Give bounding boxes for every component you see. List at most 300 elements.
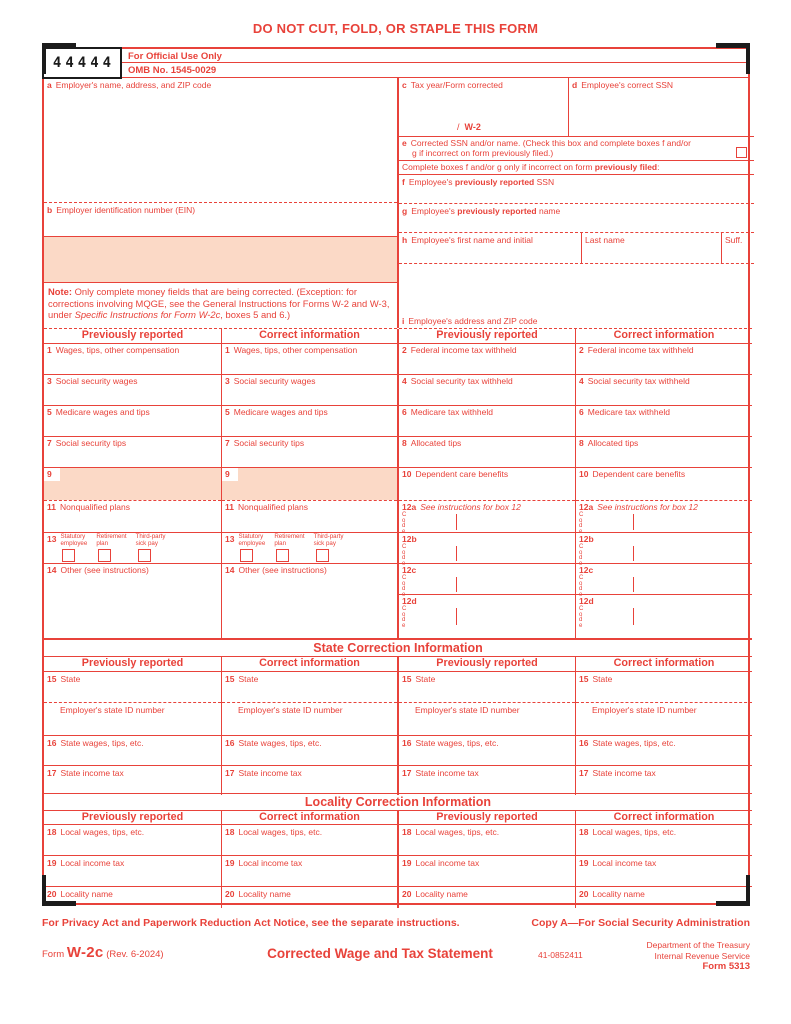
box-c-letter: c xyxy=(402,80,407,90)
box-number: 12b xyxy=(579,534,594,544)
box-number: 3 xyxy=(47,376,52,386)
field-state-id-number[interactable] xyxy=(222,702,397,735)
box-label: State xyxy=(415,674,436,684)
field-box12d-prev[interactable] xyxy=(399,594,575,639)
code-label: Code xyxy=(402,544,407,567)
last-name-label: Last name xyxy=(585,235,625,245)
column-header-correct-information: Correct information xyxy=(222,811,397,825)
field-box5-medicare-wages-correct[interactable] xyxy=(222,405,397,436)
box-label: Allocated tips xyxy=(587,438,639,448)
field-box4-ss-tax-correct[interactable] xyxy=(576,374,752,405)
field-state-id-number[interactable] xyxy=(44,702,221,735)
box-g-letter: g xyxy=(402,206,408,216)
box-label: Local wages, tips, etc. xyxy=(415,827,500,837)
last-name-field[interactable] xyxy=(581,233,721,263)
box-label: State income tax xyxy=(60,768,124,778)
field-box2-fed-tax-prev[interactable] xyxy=(399,343,575,374)
field-box1-wages-prev[interactable] xyxy=(44,343,221,374)
box-i-label: Employee's address and ZIP code xyxy=(408,316,538,326)
box-number: 17 xyxy=(579,768,589,778)
option-label: Statutory xyxy=(238,533,264,540)
field-box6-medicare-tax-prev[interactable] xyxy=(399,405,575,436)
locality-col-prev-2 xyxy=(397,811,575,908)
box-number: 16 xyxy=(579,738,589,748)
box-number: 7 xyxy=(47,438,52,448)
box-label: Social security tips xyxy=(55,438,127,448)
field-state-id-number[interactable] xyxy=(576,702,752,735)
box-number: 12c xyxy=(579,565,594,575)
box-g-prev-name-field[interactable] xyxy=(399,203,754,232)
field-box6-medicare-tax-correct[interactable] xyxy=(576,405,752,436)
column-header-previously-reported: Previously reported xyxy=(44,657,221,672)
privacy-act-notice: For Privacy Act and Paperwork Reduction Act Notice, see the separate instructions. xyxy=(42,917,460,929)
note-italic: Specific Instructions for Form W-2c xyxy=(74,309,221,320)
field-box14-other-prev[interactable] xyxy=(44,563,221,639)
box-label: Locality name xyxy=(238,889,291,899)
box-label: Local income tax xyxy=(415,858,480,868)
code-divider xyxy=(633,608,634,625)
state-col-prev-2 xyxy=(397,657,575,795)
box-label: Local wages, tips, etc. xyxy=(592,827,677,837)
code-label: Code xyxy=(579,575,584,598)
money-correction-table xyxy=(44,328,752,638)
box-f-prev-ssn-field[interactable] xyxy=(399,174,754,203)
note-part1: Only complete money fields that are being corrected. (Exception: for corrections involving MQGE, see the General Instructions for Forms W-2 and W-3, under xyxy=(48,286,390,320)
third-party-sick-pay-option xyxy=(314,534,344,562)
box-f-label-post: SSN xyxy=(534,177,555,187)
field-box20-locality-name[interactable] xyxy=(399,886,575,908)
box-label: Federal income tax withheld xyxy=(410,345,517,355)
third-party-sick-pay-checkbox[interactable] xyxy=(138,549,151,562)
form-name: W-2c xyxy=(66,944,104,961)
field-box18-local-wages[interactable] xyxy=(576,825,752,855)
form-w2c-body xyxy=(42,47,750,905)
box-c-slash: / xyxy=(457,122,460,132)
box-label: State xyxy=(60,674,81,684)
field-box17-state-tax[interactable] xyxy=(222,765,397,795)
code-label: Code xyxy=(402,606,407,629)
dept-line2: Internal Revenue Service xyxy=(654,950,750,961)
code-label: Code xyxy=(402,512,407,535)
option-label: Third-party xyxy=(313,533,344,540)
box-number: 18 xyxy=(579,827,589,837)
field-box16-state-wages[interactable] xyxy=(222,735,397,765)
box-label: State wages, tips, etc. xyxy=(415,738,499,748)
form-5313: Form 5313 xyxy=(702,961,750,972)
box-d-label: Employee's correct SSN xyxy=(581,80,674,90)
box-number: 9 xyxy=(44,468,60,481)
state-section-title: State Correction Information xyxy=(44,640,752,657)
retirement-plan-option xyxy=(274,534,304,562)
box-label: Medicare wages and tips xyxy=(233,407,328,417)
box-label: Local wages, tips, etc. xyxy=(238,827,323,837)
box-label: Local income tax xyxy=(238,858,303,868)
field-box9-shaded-correct xyxy=(222,467,397,500)
first-name-label: Employee's first name and initial xyxy=(411,235,533,245)
option-label: Retirement xyxy=(274,533,305,540)
box-b-letter: b xyxy=(47,205,53,215)
field-box18-local-wages[interactable] xyxy=(399,825,575,855)
field-box20-locality-name[interactable] xyxy=(222,886,397,908)
column-header-correct-information: Correct information xyxy=(259,329,360,341)
box-label: Social security wages xyxy=(233,376,316,386)
note-text xyxy=(44,282,397,328)
field-box15-state[interactable] xyxy=(222,672,397,702)
field-box13-checkboxes-correct xyxy=(222,532,397,563)
suffix-label: Suff. xyxy=(725,235,743,245)
box-number: 4 xyxy=(402,376,407,386)
box-label: State xyxy=(592,674,613,684)
box-label: State wages, tips, etc. xyxy=(60,738,144,748)
box-number: 10 xyxy=(402,469,412,479)
field-box2-fed-tax-correct[interactable] xyxy=(576,343,752,374)
box-label: See instructions for box 12 xyxy=(420,502,521,512)
retirement-plan-option xyxy=(96,534,126,562)
retirement-plan-checkbox[interactable] xyxy=(98,549,111,562)
box-number: 15 xyxy=(402,674,412,684)
box-number: 5 xyxy=(47,407,52,417)
box-label: Social security tips xyxy=(233,438,305,448)
corner-mark-bottom-right xyxy=(716,875,750,906)
field-box12a-prev[interactable] xyxy=(399,500,575,535)
field-box14-other-correct[interactable] xyxy=(222,563,397,639)
corner-mark-top-right xyxy=(716,43,750,74)
third-party-sick-pay-option xyxy=(136,534,166,562)
box-d-letter: d xyxy=(572,80,578,90)
statutory-employee-checkbox[interactable] xyxy=(240,549,253,562)
field-box4-ss-tax-prev[interactable] xyxy=(399,374,575,405)
third-party-sick-pay-checkbox[interactable] xyxy=(316,549,329,562)
box-c-tax-year-field[interactable] xyxy=(399,78,569,136)
complete-boxes-note xyxy=(399,160,754,174)
agency-block xyxy=(647,940,750,973)
field-box12a-correct[interactable] xyxy=(576,500,752,535)
box-number: 20 xyxy=(579,889,589,899)
option-label: plan xyxy=(96,539,109,547)
state-col-correct-1 xyxy=(221,657,397,795)
field-box1-wages-correct[interactable] xyxy=(222,343,397,374)
field-box8-allocated-tips-prev[interactable] xyxy=(399,436,575,467)
box-number: 8 xyxy=(579,438,584,448)
form-word: Form xyxy=(42,949,65,960)
box-number: 11 xyxy=(47,502,56,512)
field-box17-state-tax[interactable] xyxy=(44,765,221,795)
field-box12d-correct[interactable] xyxy=(576,594,752,639)
code-divider xyxy=(633,514,634,530)
box-a-letter: a xyxy=(47,80,52,90)
box-number: 15 xyxy=(225,674,235,684)
money-col-prev-right xyxy=(397,329,575,639)
box-number: 9 xyxy=(222,468,238,481)
option-label: plan xyxy=(274,539,287,547)
box-label: Locality name xyxy=(415,889,468,899)
field-box5-medicare-wages-prev[interactable] xyxy=(44,405,221,436)
box-number: 12a xyxy=(402,502,417,512)
box-b-label: Employer identification number (EIN) xyxy=(56,205,196,215)
box-label: Nonqualified plans xyxy=(60,502,130,512)
field-box17-state-tax[interactable] xyxy=(399,765,575,795)
box-e-text-line2: g if incorrect on form previously filed.) xyxy=(412,147,554,158)
official-use-strip xyxy=(120,49,750,78)
field-box12b-prev[interactable] xyxy=(399,532,575,567)
option-label: Statutory xyxy=(60,533,86,540)
box-number: 16 xyxy=(47,738,57,748)
box-number: 17 xyxy=(47,768,57,778)
state-col-prev-1 xyxy=(44,657,221,795)
box-number: 16 xyxy=(225,738,235,748)
column-header-previously-reported: Previously reported xyxy=(399,811,575,825)
note-bold: Note: xyxy=(48,286,72,297)
column-header-previously-reported: Previously reported xyxy=(436,329,538,341)
box-label: Employer's state ID number xyxy=(238,705,343,715)
box-number: 8 xyxy=(402,438,407,448)
box-number: 16 xyxy=(402,738,412,748)
box-label: Employer's state ID number xyxy=(592,705,697,715)
column-header-correct-information: Correct information xyxy=(613,329,715,341)
option-label: sick pay xyxy=(135,539,158,547)
column-header-previously-reported: Previously reported xyxy=(81,329,184,341)
box-label: Social security wages xyxy=(55,376,138,386)
catalog-number: 41-0852411 xyxy=(538,950,583,960)
box-number: 19 xyxy=(225,858,235,868)
dept-line1: Department of the Treasury xyxy=(646,940,750,950)
field-box15-state[interactable] xyxy=(399,672,575,702)
shaded-unused-area xyxy=(44,236,397,282)
field-box16-state-wages[interactable] xyxy=(399,735,575,765)
field-box15-state[interactable] xyxy=(44,672,221,702)
field-box9-shaded-prev xyxy=(44,467,221,500)
field-box10-dependent-care-prev[interactable] xyxy=(399,467,575,500)
statutory-employee-option xyxy=(60,534,87,562)
box-label: State income tax xyxy=(238,768,302,778)
box-label: Medicare wages and tips xyxy=(55,407,150,417)
box-number: 17 xyxy=(225,768,235,778)
option-label: Retirement xyxy=(96,533,127,540)
field-box7-ss-tips-correct[interactable] xyxy=(222,436,397,467)
field-box12c-correct[interactable] xyxy=(576,563,752,598)
box-label: Employer's state ID number xyxy=(60,705,165,715)
box-label: Social security tax withheld xyxy=(587,376,690,386)
state-col-correct-2 xyxy=(575,657,752,795)
box-number: 19 xyxy=(402,858,412,868)
box-label: Employer's state ID number xyxy=(415,705,520,715)
box-number: 7 xyxy=(225,438,230,448)
box-label: Local income tax xyxy=(592,858,657,868)
box-i-letter: i xyxy=(402,316,405,326)
field-box11-nonqualified-prev[interactable] xyxy=(44,500,221,532)
option-label: employee xyxy=(60,539,88,547)
box-label: Wages, tips, other compensation xyxy=(233,345,358,355)
box-number: 19 xyxy=(47,858,57,868)
form-code-value: 44444 xyxy=(52,55,116,71)
field-box10-dependent-care-correct[interactable] xyxy=(576,467,752,500)
field-box12c-prev[interactable] xyxy=(399,563,575,598)
code-divider xyxy=(456,577,457,592)
box-number: 6 xyxy=(579,407,584,417)
box-number: 4 xyxy=(579,376,584,386)
field-box18-local-wages[interactable] xyxy=(44,825,221,855)
field-state-id-number[interactable] xyxy=(399,702,575,735)
box-label: Medicare tax withheld xyxy=(410,407,493,417)
box-label: Local income tax xyxy=(60,858,125,868)
field-box3-ss-wages-prev[interactable] xyxy=(44,374,221,405)
complete-note-post: : xyxy=(657,162,660,172)
column-header-previously-reported: Previously reported xyxy=(44,811,221,825)
box-label: Wages, tips, other compensation xyxy=(55,345,180,355)
corner-mark-bottom-left xyxy=(42,875,76,906)
box-e-checkbox[interactable] xyxy=(736,147,747,158)
code-divider xyxy=(456,546,457,561)
box-label: State wages, tips, etc. xyxy=(592,738,676,748)
box-label: Locality name xyxy=(592,889,645,899)
field-box12b-correct[interactable] xyxy=(576,532,752,567)
statutory-employee-option xyxy=(238,534,265,562)
box-label: Nonqualified plans xyxy=(238,502,308,512)
field-box19-local-tax[interactable] xyxy=(399,855,575,886)
box-label: Other (see instructions) xyxy=(238,565,327,576)
option-label: employee xyxy=(238,539,266,547)
box-e-letter: e xyxy=(402,138,407,148)
retirement-plan-checkbox[interactable] xyxy=(276,549,289,562)
box-number: 12b xyxy=(402,534,417,544)
state-correction-section xyxy=(44,638,752,793)
column-header-previously-reported: Previously reported xyxy=(399,657,575,672)
box-number: 12d xyxy=(579,596,594,606)
box-number: 18 xyxy=(402,827,412,837)
box-number: 12d xyxy=(402,596,417,606)
box-number: 14 xyxy=(225,565,235,576)
box-number: 19 xyxy=(579,858,589,868)
box-number: 1 xyxy=(225,345,230,355)
first-name-field[interactable] xyxy=(399,233,581,263)
box-c-label: Tax year/Form corrected xyxy=(410,80,503,90)
box-label: Dependent care benefits xyxy=(415,469,509,479)
statutory-employee-checkbox[interactable] xyxy=(62,549,75,562)
locality-col-correct-1 xyxy=(221,811,397,908)
field-box15-state[interactable] xyxy=(576,672,752,702)
field-box16-state-wages[interactable] xyxy=(44,735,221,765)
corner-mark-top-left xyxy=(42,43,76,74)
box-number: 15 xyxy=(47,674,57,684)
box-d-correct-ssn-field[interactable] xyxy=(569,78,754,136)
box-number: 14 xyxy=(47,565,57,576)
box-f-label-bold: previously reported xyxy=(454,177,535,187)
box-number: 12c xyxy=(402,565,417,575)
code-divider xyxy=(456,608,457,625)
field-box3-ss-wages-correct[interactable] xyxy=(222,374,397,405)
box-i-address-field[interactable] xyxy=(399,264,754,328)
box-g-label-post: name xyxy=(536,206,561,216)
box-f-letter: f xyxy=(402,177,405,187)
employee-info-panel xyxy=(397,78,752,328)
box-label: State income tax xyxy=(592,768,656,778)
code-label: Code xyxy=(579,544,584,567)
box-number: 3 xyxy=(225,376,230,386)
money-col-correct-left xyxy=(221,329,397,639)
box-label: Locality name xyxy=(60,889,113,899)
code-divider xyxy=(633,546,634,561)
field-box16-state-wages[interactable] xyxy=(576,735,752,765)
form-identifier xyxy=(42,944,164,961)
box-label: State wages, tips, etc. xyxy=(238,738,322,748)
box-label: See instructions for box 12 xyxy=(597,502,698,512)
box-g-label-pre: Employee's xyxy=(411,206,458,216)
do-not-cut-banner: DO NOT CUT, FOLD, OR STAPLE THIS FORM xyxy=(252,21,539,36)
official-use-label: For Official Use Only xyxy=(120,49,750,63)
box-label: State income tax xyxy=(415,768,479,778)
box-i-label-wrap xyxy=(402,316,537,326)
form-title: Corrected Wage and Tax Statement xyxy=(267,946,493,961)
field-box7-ss-tips-prev[interactable] xyxy=(44,436,221,467)
box-number: 10 xyxy=(579,469,589,479)
column-header-correct-information: Correct information xyxy=(222,657,397,672)
form-revision: (Rev. 6-2024) xyxy=(106,949,164,960)
box-number: 15 xyxy=(579,674,589,684)
box-number: 2 xyxy=(402,345,407,355)
money-col-correct-right xyxy=(575,329,752,639)
box-e-corrected-ssn-name xyxy=(399,136,754,160)
complete-note-bold: previously filed xyxy=(594,162,658,172)
box-b-ein-field[interactable] xyxy=(44,202,397,236)
box-number: 6 xyxy=(402,407,407,417)
code-divider xyxy=(633,577,634,592)
code-label: Code xyxy=(579,512,584,535)
field-box8-allocated-tips-correct[interactable] xyxy=(576,436,752,467)
box-number: 18 xyxy=(225,827,235,837)
box-number: 13 xyxy=(47,534,57,544)
box-label: Dependent care benefits xyxy=(592,469,686,479)
suffix-field[interactable] xyxy=(721,233,754,263)
box-label: Social security tax withheld xyxy=(410,376,513,386)
field-box18-local-wages[interactable] xyxy=(222,825,397,855)
box-number: 11 xyxy=(225,502,234,512)
box-number: 2 xyxy=(579,345,584,355)
box-number: 1 xyxy=(47,345,52,355)
locality-correction-section xyxy=(44,793,752,907)
box-number: 18 xyxy=(47,827,57,837)
field-box11-nonqualified-correct[interactable] xyxy=(222,500,397,532)
code-divider xyxy=(456,514,457,530)
box-number: 20 xyxy=(225,889,235,899)
box-number: 20 xyxy=(47,889,57,899)
complete-note-pre: Complete boxes f and/or g only if incorrect on form xyxy=(402,162,595,172)
box-number: 17 xyxy=(402,768,412,778)
field-box17-state-tax[interactable] xyxy=(576,765,752,795)
option-label: Third-party xyxy=(135,533,166,540)
box-e-text-line1: Corrected SSN and/or name. (Check this box and complete boxes f and/or xyxy=(410,138,691,148)
code-label: Code xyxy=(402,575,407,598)
field-box19-local-tax[interactable] xyxy=(222,855,397,886)
column-header-correct-information: Correct information xyxy=(576,811,752,825)
option-label: sick pay xyxy=(313,539,336,547)
box-number: 20 xyxy=(402,889,412,899)
box-a-employer-name-field[interactable] xyxy=(44,78,397,202)
omb-number: OMB No. 1545-0029 xyxy=(128,65,217,76)
box-f-label-pre: Employee's xyxy=(408,177,455,187)
box-h-name-row xyxy=(399,232,754,264)
box-h-letter: h xyxy=(402,235,408,245)
box-number: 12a xyxy=(579,502,594,512)
box-number: 5 xyxy=(225,407,230,417)
box-label: Medicare tax withheld xyxy=(587,407,670,417)
money-col-prev-left xyxy=(44,329,221,639)
box-label: Federal income tax withheld xyxy=(587,345,694,355)
box-label: Local wages, tips, etc. xyxy=(60,827,145,837)
box-label: State xyxy=(238,674,259,684)
box-label: Allocated tips xyxy=(410,438,462,448)
field-box13-checkboxes-prev xyxy=(44,532,221,563)
box-label: Other (see instructions) xyxy=(60,565,149,576)
